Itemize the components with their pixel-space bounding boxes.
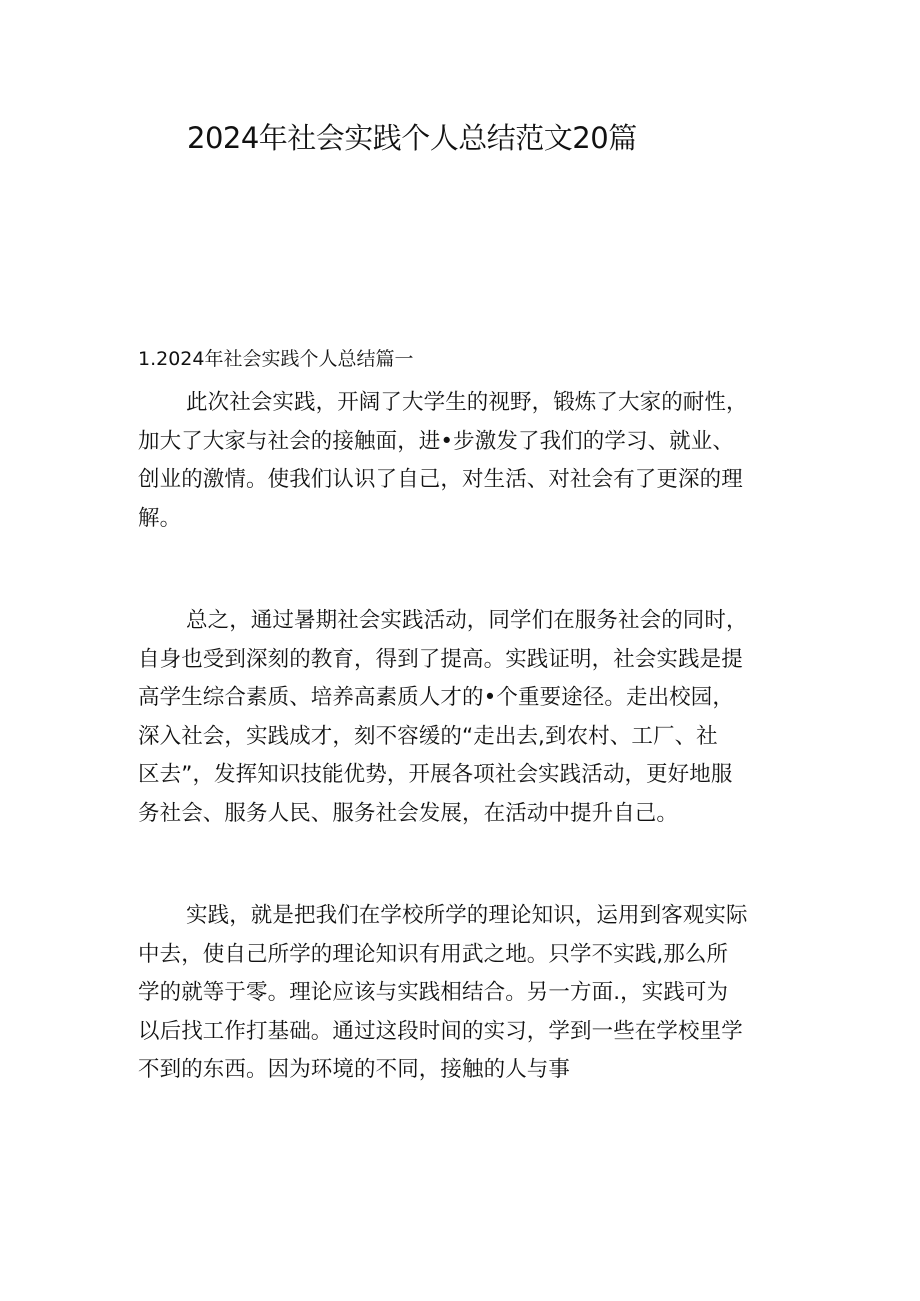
paragraph-line: 总之，通过暑期社会实践活动，同学们在服务社会的同时， [186,608,748,633]
section-heading: 1.2024年社会实践个人总结篇一 [138,348,414,370]
paragraph-line: 加大了大家与社会的接触面，进•步激发了我们的学习、就业、 [138,428,734,454]
paragraph-line: 深入社会，实践成才，刻不容缓的“走出去,到农村、工厂、社 [138,723,718,749]
paragraph-line: 务社会、服务人民、服务社会发展，在活动中提升自己。 [138,800,679,826]
paragraph-3 [138,897,788,1090]
paragraph-line: 自身也受到深刻的教育，得到了提高。实践证明，社会实践是提 [138,646,743,672]
paragraph-line: 不到的东西。因为环境的不同，接触的人与事 [138,1057,571,1082]
paragraph-line: 学的就等于零。理论应该与实践相结合。另一方面.，实践可为 [138,980,729,1005]
paragraph-line: 区去”，发挥知识技能优势，开展各项社会实践活动，更好地服 [138,762,733,787]
paragraph-line: 中去，使自己所学的理论知识有用武之地。只学不实践,那么所 [138,941,729,967]
paragraph-line: 创业的激情。使我们认识了自己，对生活、对社会有了更深的理 [138,467,743,492]
paragraph-2 [138,602,788,833]
document-title: 2024年社会实践个人总结范文20篇 [187,121,637,155]
paragraph-1 [138,384,788,538]
paragraph-line: 以后找工作打基础。通过这段时间的实习，学到一些在学校里学 [138,1018,743,1044]
paragraph-line: 实践，就是把我们在学校所学的理论知识，运用到客观实际 [186,903,748,928]
paragraph-line: 解。 [138,505,182,531]
paragraph-line: 高学生综合素质、培养高素质人才的•个重要途径。走出校园， [138,685,734,710]
paragraph-line: 此次社会实践，开阔了大学生的视野，锻炼了大家的耐性， [186,390,748,415]
